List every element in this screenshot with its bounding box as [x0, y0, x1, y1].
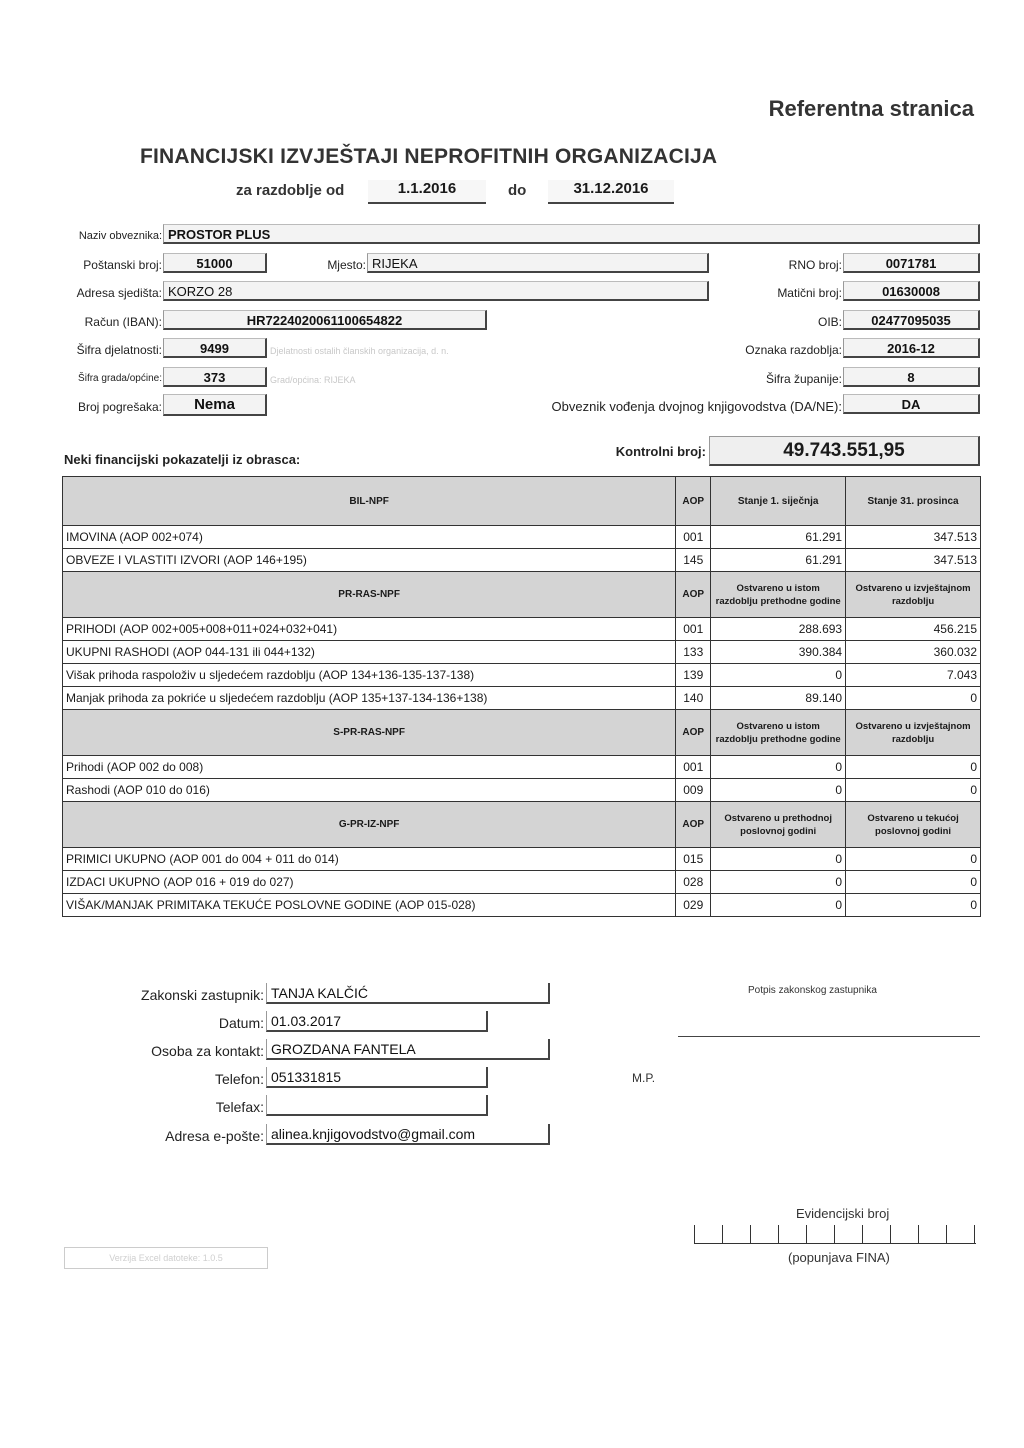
row-aop: 009 — [676, 779, 711, 802]
table-row — [63, 779, 981, 802]
digit-divider — [834, 1225, 835, 1243]
adresa-label: Adresa sjedišta: — [76, 286, 162, 300]
row-value-2: 360.032 — [846, 641, 981, 664]
row-label: VIŠAK/MANJAK PRIMITAKA TEKUĆE POSLOVNE GODINE (AOP 015-028) — [63, 894, 676, 917]
racun-label: Račun (IBAN): — [84, 315, 162, 329]
naziv-label: Naziv obveznika: — [78, 230, 162, 242]
col2-header: Ostvareno u izvještajnom razdoblju — [846, 572, 981, 618]
signature-label: Potpis zakonskog zastupnika — [748, 985, 877, 996]
aop-header: AOP — [676, 477, 711, 526]
period-to-label: do — [508, 182, 527, 199]
telefon-label: Telefon: — [214, 1071, 264, 1087]
period-from-field[interactable]: 1.1.2016 — [368, 180, 486, 204]
datum-label: Datum: — [218, 1015, 264, 1031]
row-aop: 028 — [676, 871, 711, 894]
table-section-header — [63, 802, 981, 848]
table-section-header — [63, 477, 981, 526]
djelatnost-description: Djelatnosti ostalih članskih organizacija, d. n. — [270, 346, 449, 356]
table-section-header — [63, 572, 981, 618]
maticni-label: Matični broj: — [777, 286, 842, 300]
col1-header: Stanje 1. siječnja — [711, 477, 846, 526]
row-value-1: 61.291 — [711, 549, 846, 572]
row-aop: 015 — [676, 848, 711, 871]
indicators-section-label: Neki financijski pokazatelji iz obrasca: — [64, 452, 301, 467]
pogreske-label: Broj pogrešaka: — [77, 400, 162, 414]
row-aop: 140 — [676, 687, 711, 710]
row-value-2: 0 — [846, 779, 981, 802]
zupanija-label: Šifra županije: — [765, 372, 842, 386]
stamp-mark-label: M.P. — [632, 1071, 656, 1085]
digit-divider — [778, 1225, 779, 1243]
email-label: Adresa e-pošte: — [165, 1128, 264, 1144]
grad-label: Šifra grada/općine: — [78, 373, 162, 384]
telefon-field[interactable]: 051331815 — [266, 1067, 488, 1088]
razdoblje-field[interactable]: 2016-12 — [843, 338, 980, 358]
digit-divider — [918, 1225, 919, 1243]
row-aop: 001 — [676, 756, 711, 779]
pogreske-field[interactable]: Nema — [163, 394, 267, 416]
table-row — [63, 687, 981, 710]
row-label: OBVEZE I VLASTITI IZVORI (AOP 146+195) — [63, 549, 676, 572]
djelatnost-field[interactable]: 9499 — [163, 338, 267, 358]
digit-divider — [862, 1225, 863, 1243]
aop-header: AOP — [676, 710, 711, 756]
row-label: PRIMICI UKUPNO (AOP 001 do 004 + 011 do 014) — [63, 848, 676, 871]
oib-label: OIB: — [817, 315, 842, 329]
col2-header: Ostvareno u izvještajnom razdoblju — [846, 710, 981, 756]
postanski-field[interactable]: 51000 — [163, 253, 267, 273]
row-label: Rashodi (AOP 010 do 016) — [63, 779, 676, 802]
oib-field[interactable]: 02477095035 — [843, 310, 980, 330]
rno-field[interactable]: 0071781 — [843, 253, 980, 273]
email-field[interactable]: alinea.knjigovodstvo@gmail.com — [266, 1124, 550, 1145]
section-title: PR-RAS-NPF — [63, 572, 676, 618]
table-row — [63, 756, 981, 779]
mjesto-field[interactable]: RIJEKA — [367, 253, 709, 273]
digit-divider — [750, 1225, 751, 1243]
osoba-label: Osoba za kontakt: — [151, 1043, 264, 1059]
table-row — [63, 871, 981, 894]
telefax-label: Telefax: — [215, 1099, 264, 1115]
evidencijski-field[interactable] — [694, 1225, 976, 1244]
row-aop: 001 — [676, 618, 711, 641]
reference-page-label: Referentna stranica — [768, 96, 974, 121]
col2-header: Stanje 31. prosinca — [846, 477, 981, 526]
indicators-table — [62, 476, 981, 917]
row-value-2: 0 — [846, 756, 981, 779]
mjesto-label: Mjesto: — [327, 258, 366, 272]
table-row — [63, 894, 981, 917]
dvojno-field[interactable]: DA — [843, 394, 980, 414]
version-label: Verzija Excel datoteke: 1.0.5 — [64, 1247, 268, 1269]
kontrolni-label: Kontrolni broj: — [615, 444, 706, 459]
kontrolni-field[interactable]: 49.743.551,95 — [709, 436, 980, 466]
row-value-1: 89.140 — [711, 687, 846, 710]
col2-header: Ostvareno u tekućoj poslovnoj godini — [846, 802, 981, 848]
row-label: Višak prihoda raspoloživ u sljedećem razdoblju (AOP 134+136-135-137-138) — [63, 664, 676, 687]
osoba-field[interactable]: GROZDANA FANTELA — [266, 1039, 550, 1060]
row-value-2: 347.513 — [846, 526, 981, 549]
row-label: IZDACI UKUPNO (AOP 016 + 019 do 027) — [63, 871, 676, 894]
aop-header: AOP — [676, 802, 711, 848]
table-row — [63, 526, 981, 549]
page-title: FINANCIJSKI IZVJEŠTAJI NEPROFITNIH ORGANIZACIJA — [140, 145, 718, 168]
row-label: IMOVINA (AOP 002+074) — [63, 526, 676, 549]
postanski-label: Poštanski broj: — [83, 258, 162, 272]
row-label: UKUPNI RASHODI (AOP 044-131 ili 044+132) — [63, 641, 676, 664]
row-aop: 029 — [676, 894, 711, 917]
section-title: S-PR-RAS-NPF — [63, 710, 676, 756]
row-aop: 139 — [676, 664, 711, 687]
row-label: PRIHODI (AOP 002+005+008+011+024+032+041) — [63, 618, 676, 641]
row-aop: 001 — [676, 526, 711, 549]
row-value-2: 456.215 — [846, 618, 981, 641]
grad-description: Grad/općina: RIJEKA — [270, 375, 356, 385]
digit-divider — [946, 1225, 947, 1243]
row-label: Prihodi (AOP 002 do 008) — [63, 756, 676, 779]
row-value-1: 288.693 — [711, 618, 846, 641]
row-aop: 145 — [676, 549, 711, 572]
table-row — [63, 848, 981, 871]
digit-divider — [806, 1225, 807, 1243]
row-label: Manjak prihoda za pokriće u sljedećem razdoblju (AOP 135+137-134-136+138) — [63, 687, 676, 710]
row-value-1: 0 — [711, 848, 846, 871]
zupanija-field[interactable]: 8 — [843, 367, 980, 387]
section-title: G-PR-IZ-NPF — [63, 802, 676, 848]
rno-label: RNO broj: — [788, 258, 842, 272]
row-value-2: 0 — [846, 687, 981, 710]
adresa-field[interactable]: KORZO 28 — [163, 281, 709, 301]
row-value-1: 0 — [711, 756, 846, 779]
table-row — [63, 641, 981, 664]
col1-header: Ostvareno u prethodnoj poslovnoj godini — [711, 802, 846, 848]
row-value-1: 0 — [711, 664, 846, 687]
digit-divider — [722, 1225, 723, 1243]
col1-header: Ostvareno u istom razdoblju prethodne godine — [711, 572, 846, 618]
row-value-1: 0 — [711, 894, 846, 917]
row-aop: 133 — [676, 641, 711, 664]
table-row — [63, 664, 981, 687]
razdoblje-label: Oznaka razdoblja: — [745, 343, 842, 357]
digit-divider — [890, 1225, 891, 1243]
naziv-field[interactable]: PROSTOR PLUS — [163, 224, 980, 244]
table-row — [63, 618, 981, 641]
table-section-header — [63, 710, 981, 756]
period-from-label: za razdoblje od — [236, 182, 345, 199]
maticni-field[interactable]: 01630008 — [843, 281, 980, 301]
row-value-1: 61.291 — [711, 526, 846, 549]
row-value-1: 0 — [711, 871, 846, 894]
digit-divider — [974, 1225, 975, 1243]
aop-header: AOP — [676, 572, 711, 618]
row-value-1: 0 — [711, 779, 846, 802]
row-value-2: 0 — [846, 848, 981, 871]
evidencijski-label: Evidencijski broj — [796, 1206, 890, 1221]
telefax-field[interactable] — [266, 1095, 488, 1116]
row-value-1: 390.384 — [711, 641, 846, 664]
evidencijski-note: (popunjava FINA) — [788, 1250, 890, 1265]
dvojno-label: Obveznik vođenja dvojnog knjigovodstva (DA/NE): — [551, 399, 842, 414]
period-to-field[interactable]: 31.12.2016 — [548, 180, 674, 204]
datum-field[interactable]: 01.03.2017 — [266, 1011, 488, 1032]
row-value-2: 7.043 — [846, 664, 981, 687]
zastupnik-field[interactable]: TANJA KALČIĆ — [266, 983, 550, 1004]
table-row — [63, 549, 981, 572]
signature-line[interactable] — [678, 1036, 980, 1037]
section-title: BIL-NPF — [63, 477, 676, 526]
digit-divider — [694, 1225, 695, 1243]
row-value-2: 347.513 — [846, 549, 981, 572]
row-value-2: 0 — [846, 871, 981, 894]
grad-field[interactable]: 373 — [163, 367, 267, 387]
col1-header: Ostvareno u istom razdoblju prethodne godine — [711, 710, 846, 756]
zastupnik-label: Zakonski zastupnik: — [141, 987, 264, 1003]
djelatnost-label: Šifra djelatnosti: — [76, 343, 162, 357]
row-value-2: 0 — [846, 894, 981, 917]
iban-field[interactable]: HR7224020061100654822 — [163, 310, 487, 330]
